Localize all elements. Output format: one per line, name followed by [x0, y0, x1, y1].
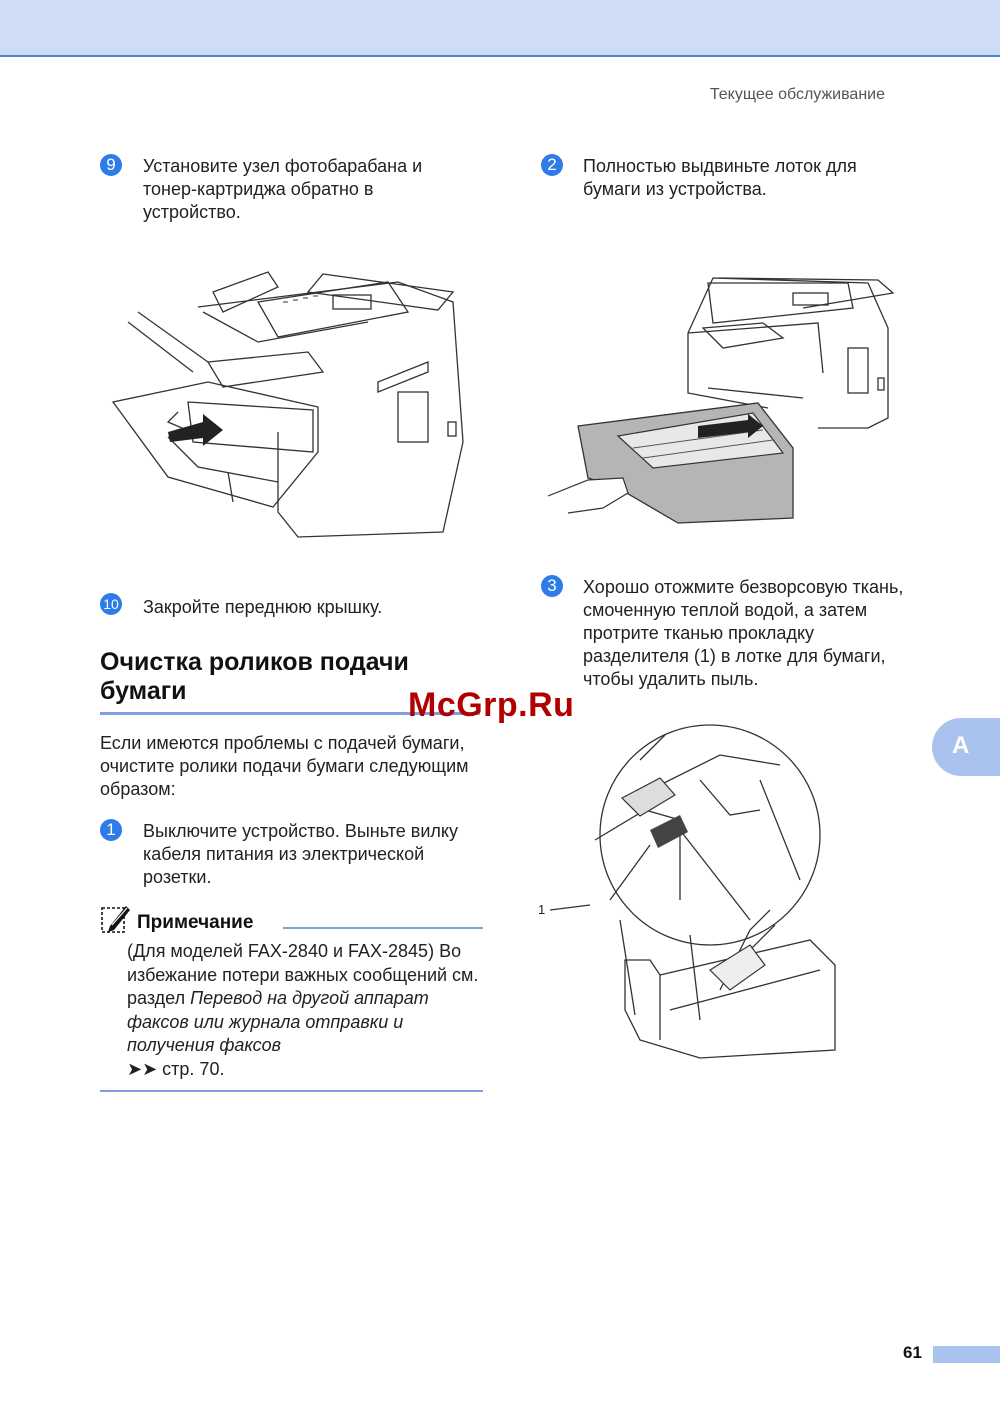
section-heading: Очистка роликов подачи бумаги — [100, 648, 409, 705]
separator-pad-cleaning-illustration — [550, 720, 850, 1060]
chapter-tab-label: A — [952, 732, 970, 759]
page-number: 61 — [903, 1343, 922, 1362]
step-3-text: Хорошо отожмите безворсовую ткань, смоченную теплой водой, а затем протрите тканью прокладку разделителя (1) в лотке для бумаги, чтобы удалить пыль. — [583, 577, 904, 689]
note-title: Примечание — [137, 912, 254, 933]
step-10-number: 10 — [100, 593, 122, 615]
step-2-text: Полностью выдвиньте лоток для бумаги из устройства. — [583, 156, 857, 199]
step-9-text: Установите узел фотобарабана и тонер-картриджа обратно в устройство. — [143, 156, 423, 222]
note-text-plain: (Для моделей FAX-2840 и FAX-2845) Во избежание потери важных сообщений см. раздел — [127, 941, 479, 1008]
step-10-text: Закройте переднюю крышку. — [143, 597, 383, 617]
note-text — [127, 940, 487, 1081]
running-head: Текущее обслуживание — [709, 86, 885, 103]
note-top-rule — [283, 927, 483, 929]
note-bottom-rule — [100, 1090, 483, 1092]
intro-paragraph: Если имеются проблемы с подачей бумаги, очистите ролики подачи бумаги следующим образом: — [100, 733, 469, 799]
step-1-number: 1 — [100, 819, 122, 841]
callout-label-1: 1 — [538, 902, 546, 917]
chapter-tab[interactable] — [932, 718, 1000, 776]
tray-removal-illustration — [548, 268, 898, 528]
step-1-text: Выключите устройство. Выньте вилку кабеля питания из электрической розетки. — [143, 821, 458, 887]
header-band — [0, 0, 1000, 57]
note-page-ref: стр. 70. — [157, 1058, 225, 1079]
step-2-number: 2 — [541, 154, 563, 176]
note-pencil-icon — [100, 902, 132, 934]
note-text-italic-ref: Перевод на другой аппарат факсов или журнала отправки и получения факсов — [127, 988, 429, 1055]
watermark: McGrp.Ru — [408, 686, 575, 724]
step-3-number: 3 — [541, 575, 563, 597]
fax-drum-insertion-illustration — [108, 262, 473, 542]
page-number-bar — [933, 1346, 1000, 1363]
step-9-number: 9 — [100, 154, 122, 176]
note-arrows: ➤➤ — [127, 1058, 158, 1079]
